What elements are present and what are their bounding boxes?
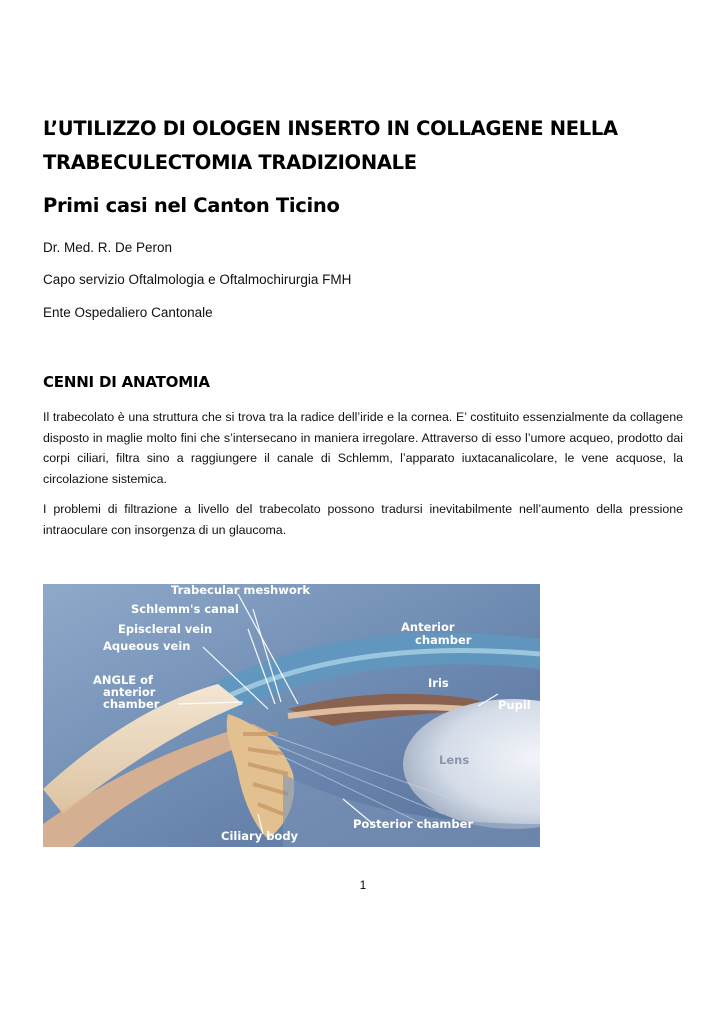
- label-lens: Lens: [439, 753, 470, 767]
- label-trabecular-meshwork: Trabecular meshwork: [171, 584, 311, 597]
- eye-anatomy-illustration: [43, 584, 540, 847]
- author-line: Dr. Med. R. De Peron: [43, 240, 173, 255]
- label-pupil: Pupil: [498, 698, 531, 712]
- label-posterior-chamber: Posterior chamber: [353, 817, 474, 831]
- section-heading: CENNI DI ANATOMIA: [43, 373, 210, 391]
- label-aqueous-vein: Aqueous vein: [103, 639, 191, 653]
- eye-anatomy-figure: [43, 584, 540, 847]
- institution-line: Ente Ospedaliero Cantonale: [43, 305, 213, 320]
- label-episcleral-vein: Episcleral vein: [118, 622, 213, 636]
- label-iris: Iris: [428, 676, 449, 690]
- paragraph-2: I problemi di filtrazione a livello del trabecolato possono tradursi inevitabilmente nell’aumento della pressione intraoculare con insorgenza di un glaucoma.: [43, 502, 683, 537]
- page-number: 1: [359, 880, 367, 892]
- label-anterior-2: chamber: [415, 633, 472, 647]
- label-ciliary-body: Ciliary body: [221, 829, 299, 843]
- label-angle-2: anterior: [103, 685, 156, 699]
- document-title: L’UTILIZZO DI OLOGEN INSERTO IN COLLAGENE NELLA TRABECULECTOMIA TRADIZIONALE: [43, 117, 618, 174]
- role-line: Capo servizio Oftalmologia e Oftalmochirurgia FMH: [43, 272, 352, 287]
- label-schlemms-canal: Schlemm's canal: [131, 602, 239, 616]
- label-anterior-1: Anterior: [401, 620, 455, 634]
- label-angle-1: ANGLE of: [93, 673, 154, 687]
- paragraph-1: Il trabecolato è una struttura che si trova tra la radice dell’iride e la cornea. E’ costituito essenzialmente da collagene disposto in maglie molto fini che s’intersecano in maniera irregolare. Attraverso di esso l’umore acqueo, prodotto dai corpi ciliari, filtra sino a raggiungere il canale di Schlemm, l’apparato iuxtacanalicolare, le vene acquose, la circolazione sistemica.: [43, 410, 683, 486]
- label-angle-3: chamber: [103, 697, 160, 711]
- document-subtitle: Primi casi nel Canton Ticino: [43, 194, 340, 217]
